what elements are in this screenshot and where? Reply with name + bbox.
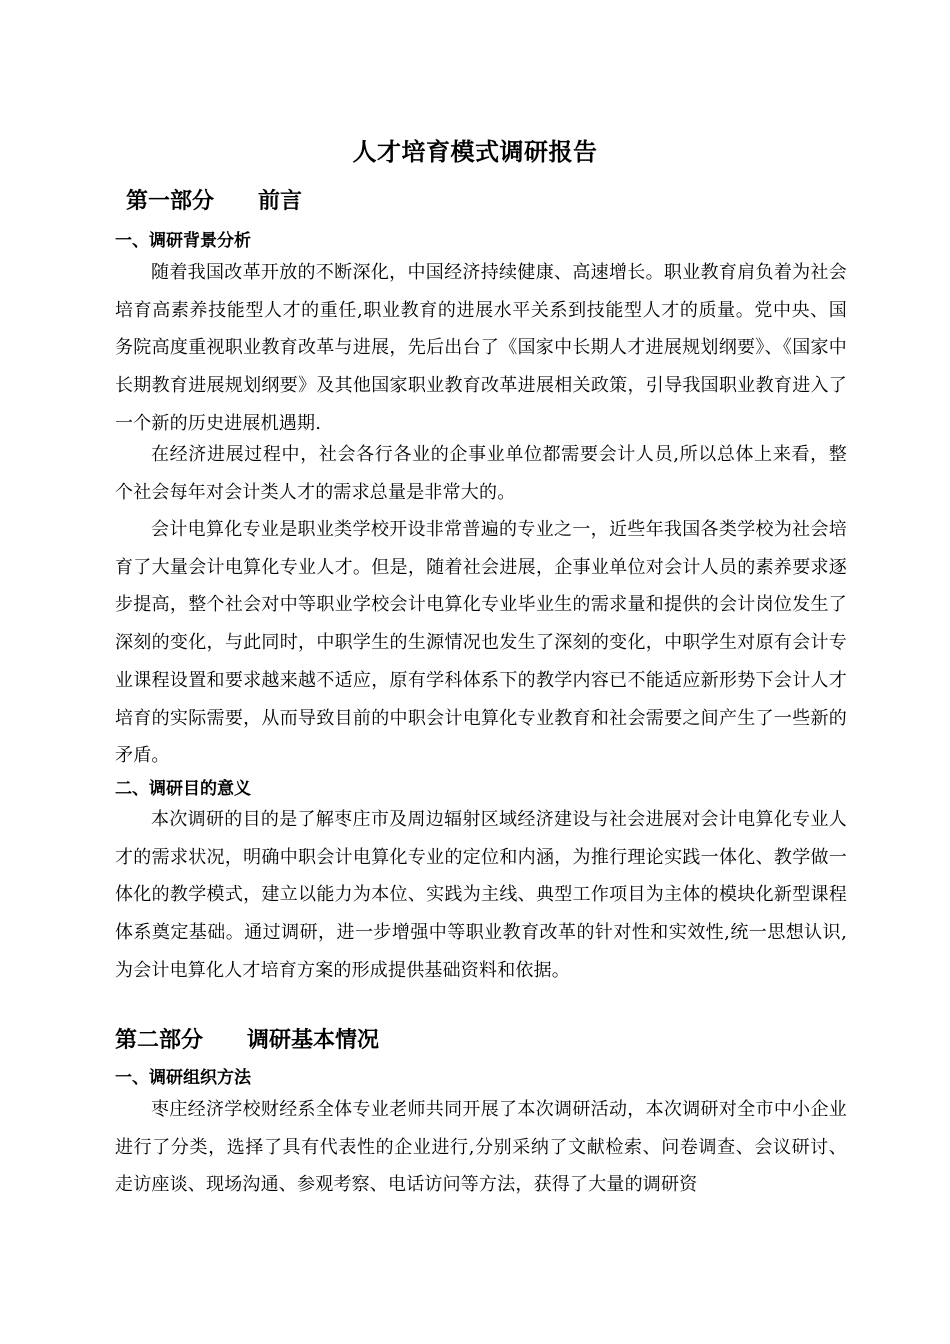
part-one-heading: 第一部分 前言	[126, 188, 303, 214]
section-background-heading: 一、调研背景分析	[115, 231, 251, 251]
paragraph-background-1: 随着我国改革开放的不断深化，中国经济持续健康、高速增长。职业教育肩负着为社会培育高素养技能型人才的重任,职业教育的进展水平关系到技能型人才的质量。党中央、国务院高度重视职业教育改革与进展，先后出台了《国家中长期人才进展规划纲要》、《国家中长期教育进展规划纲要》及其他国家职业教育改革进展相关政策，引导我国职业教育进入了一个新的历史进展机遇期.	[115, 262, 847, 434]
paragraph-method-1: 枣庄经济学校财经系全体专业老师共同开展了本次调研活动，本次调研对全市中小企业进行了分类，选择了具有代表性的企业进行,分别采纳了文献检索、问卷调查、会议研讨、走访座谈、现场沟通、参观考察、电话访问等方法，获得了大量的调研资	[115, 1099, 847, 1196]
section-method-heading: 一、调研组织方法	[115, 1068, 251, 1088]
document-title: 人才培育模式调研报告	[352, 137, 598, 166]
paragraph-background-3: 会计电算化专业是职业类学校开设非常普遍的专业之一，近些年我国各类学校为社会培育了大量会计电算化专业人才。但是，随着社会进展，企事业单位对会计人员的素养要求逐步提高，整个社会对中等职业学校会计电算化专业毕业生的需求量和提供的会计岗位发生了深刻的变化，与此同时，中职学生的生源情况也发生了深刻的变化，中职学生对原有会计专业课程设置和要求越来越不适应，原有学科体系下的教学内容已不能适应新形势下会计人才培育的实际需要，从而导致目前的中职会计电算化专业教育和社会需要之间产生了一些新的矛盾。	[115, 519, 847, 767]
part-two-heading: 第二部分 调研基本情况	[115, 1027, 380, 1053]
paragraph-background-2: 在经济进展过程中，社会各行各业的企事业单位都需要会计人员,所以总体上来看，整个社会每年对会计类人才的需求总量是非常大的。	[115, 444, 847, 503]
paragraph-purpose-1: 本次调研的目的是了解枣庄市及周边辐射区域经济建设与社会进展对会计电算化专业人才的需求状况，明确中职会计电算化专业的定位和内涵，为推行理论实践一体化、教学做一体化的教学模式，建立以能力为本位、实践为主线、典型工作项目为主体的模块化新型课程体系奠定基础。通过调研，进一步增强中等职业教育改革的针对性和实效性,统一思想认识,为会计电算化人才培育方案的形成提供基础资料和依据。	[115, 809, 847, 981]
section-purpose-heading: 二、调研目的意义	[115, 779, 251, 799]
